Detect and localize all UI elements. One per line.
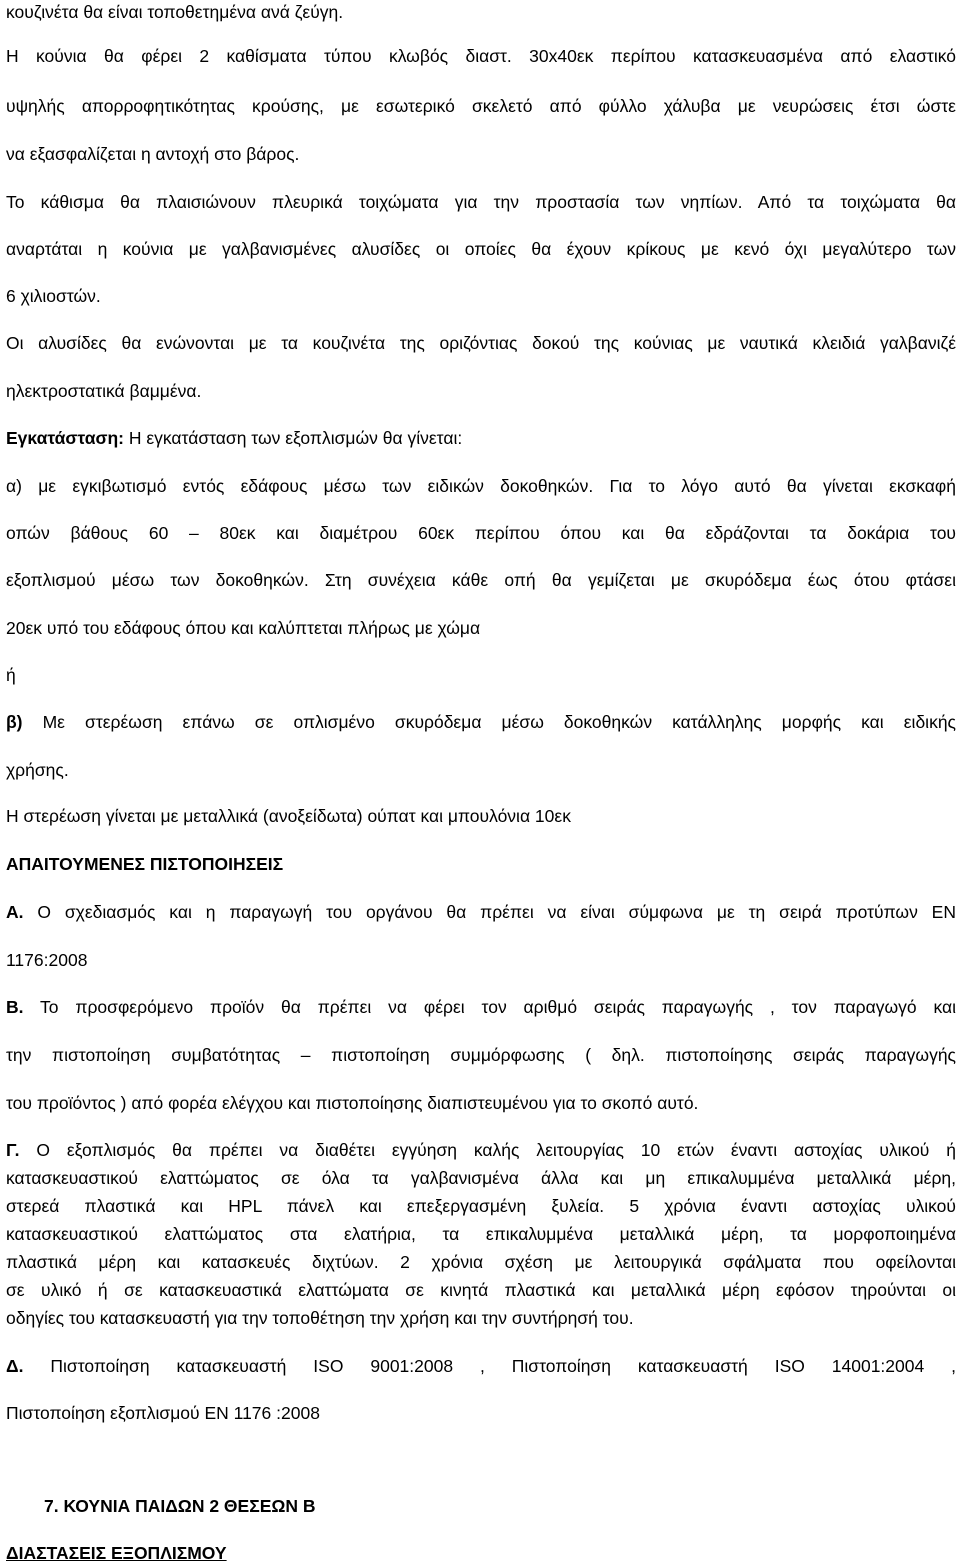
text-line: 6 χιλιοστών.: [6, 286, 101, 306]
text-line: ή: [6, 665, 16, 685]
cert-a-line: [6, 902, 956, 922]
item-heading: 7. ΚΟΥΝΙΑ ΠΑΙΔΩΝ 2 ΘΕΣΕΩΝ Β: [44, 1496, 316, 1516]
text-line: την πιστοποίηση συμβατότητας – πιστοποίηση συμμόρφωσης ( δηλ. πιστοποίησης σειράς παραγωγής: [6, 1045, 956, 1065]
text-line: χρήσης.: [6, 760, 69, 780]
item-label: Δ.: [6, 1356, 24, 1376]
installation-line: [6, 428, 956, 448]
dimensions-heading: ΔΙΑΣΤΑΣΕΙΣ ΕΞΟΠΛΙΣΜΟΥ: [6, 1543, 227, 1563]
text-line: Η κούνια θα φέρει 2 καθίσματα τύπου κλωβός διαστ. 30x40εκ περίπου κατασκευασμένα από ελαστικό: [6, 46, 956, 66]
text-line: α) με εγκιβωτισμό εντός εδάφους μέσω των ειδικών δοκοθηκών. Για το λόγο αυτό θα γίνεται εκσκαφή: [6, 476, 956, 496]
text-line: Η στερέωση γίνεται με μεταλλικά (ανοξείδωτα) ούπατ και μπουλόνια 10εκ: [6, 806, 571, 826]
text-line: πλαστικά μέρη και κατασκευές διχτύων. 2 χρόνια σχέση με λειτουργικά σφάλματα που οφείλονται: [6, 1252, 956, 1272]
cert-c-line: [6, 1140, 956, 1160]
text-segment: Το προσφερόμενο προϊόν θα πρέπει να φέρει τον αριθμό σειράς παραγωγής , τον παραγωγό και: [23, 997, 956, 1017]
text-segment: Πιστοποίηση κατασκευαστή ISO 9001:2008 , Πιστοποίηση κατασκευαστή ISO 14001:2004 ,: [23, 1356, 956, 1376]
text-line: εξοπλισμού μέσω των δοκοθηκών. Στη συνέχεια κάθε οπή θα γεμίζεται με σκυρόδεμα έως ότου φτάσει: [6, 570, 956, 590]
text-line: του προϊόντος ) από φορέα ελέγχου και πιστοποίησης διαπιστευμένου για το σκοπό αυτό.: [6, 1093, 699, 1113]
text-line: Οι αλυσίδες θα ενώνονται με τα κουζινέτα της οριζόντιας δοκού της κούνιας με ναυτικά κλειδιά γαλβανιζέ: [6, 333, 956, 353]
text-line: κουζινέτα θα είναι τοποθετημένα ανά ζεύγη.: [6, 2, 344, 22]
cert-b-line: [6, 997, 956, 1017]
option-label: β): [6, 712, 23, 732]
text-line: Το κάθισμα θα πλαισιώνουν πλευρικά τοιχώματα για την προστασία των νηπίων. Από τα τοιχώματα θα: [6, 192, 956, 212]
text-line: αναρτάται η κούνια με γαλβανισμένες αλυσίδες οι οποίες θα έχουν κρίκους με κενό όχι μεγαλύτερο των: [6, 239, 956, 259]
text-line: οδηγίες του κατασκευαστή για την τοποθέτηση την χρήση και την συντήρησή του.: [6, 1308, 634, 1328]
item-label: Α.: [6, 902, 24, 922]
item-label: Β.: [6, 997, 24, 1017]
text-line: κατασκευαστικού ελαττώματος σε όλα τα γαλβανισμένα άλλα και μη επικαλυμμένα μεταλλικά μέρη,: [6, 1168, 956, 1188]
text-line: κατασκευαστικού ελαττώματος στα ελατήρια, τα επικαλυμμένα μεταλλικά μέρη, τα μορφοποιημένα: [6, 1224, 956, 1244]
text-segment: Ο εξοπλισμός θα πρέπει να διαθέτει εγγύηση καλής λειτουργίας 10 ετών έναντι αστοχίας υλικού ή: [19, 1140, 956, 1160]
cert-d-line: [6, 1356, 956, 1376]
text-segment: Ο σχεδιασμός και η παραγωγή του οργάνου θα πρέπει να είναι σύμφωνα με τη σειρά προτύπων EN: [23, 902, 956, 922]
text-line: ηλεκτροστατικά βαμμένα.: [6, 381, 202, 401]
option-b-line: [6, 712, 956, 732]
text-line: στερεά πλαστικά και HPL πάνελ και επεξεργασμένη ξυλεία. 5 χρόνια έναντι αστοχίας υλικού: [6, 1196, 956, 1216]
text-segment: Με στερέωση επάνω σε οπλισμένο σκυρόδεμα μέσω δοκοθηκών κατάλληλης μορφής και ειδικής: [22, 712, 956, 732]
section-heading: ΑΠΑΙΤΟΥΜΕΝΕΣ ΠΙΣΤΟΠΟΙΗΣΕΙΣ: [6, 854, 284, 874]
item-label: Γ.: [6, 1140, 20, 1160]
installation-label: Εγκατάσταση:: [6, 428, 124, 448]
text-line: σε υλικό ή σε κατασκευαστικά ελαττώματα σε κινητά πλαστικά και μεταλλικά μέρη εφόσον τηρούνται οι: [6, 1280, 956, 1300]
text-line: 20εκ υπό του εδάφους όπου και καλύπτεται πλήρως με χώμα: [6, 618, 481, 638]
text-line: Πιστοποίηση εξοπλισμού ΕΝ 1176 :2008: [6, 1403, 320, 1423]
text-segment: Η εγκατάσταση των εξοπλισμών θα γίνεται:: [123, 428, 463, 448]
text-line: οπών βάθους 60 – 80εκ και διαμέτρου 60εκ περίπου όπου και θα εδράζονται τα δοκάρια του: [6, 523, 956, 543]
text-line: υψηλής απορροφητικότητας κρούσης, με εσωτερικό σκελετό από φύλλο χάλυβα με νευρώσεις έτσι ώστε: [6, 96, 956, 116]
text-line: να εξασφαλίζεται η αντοχή στο βάρος.: [6, 144, 300, 164]
text-line: 1176:2008: [6, 950, 88, 970]
